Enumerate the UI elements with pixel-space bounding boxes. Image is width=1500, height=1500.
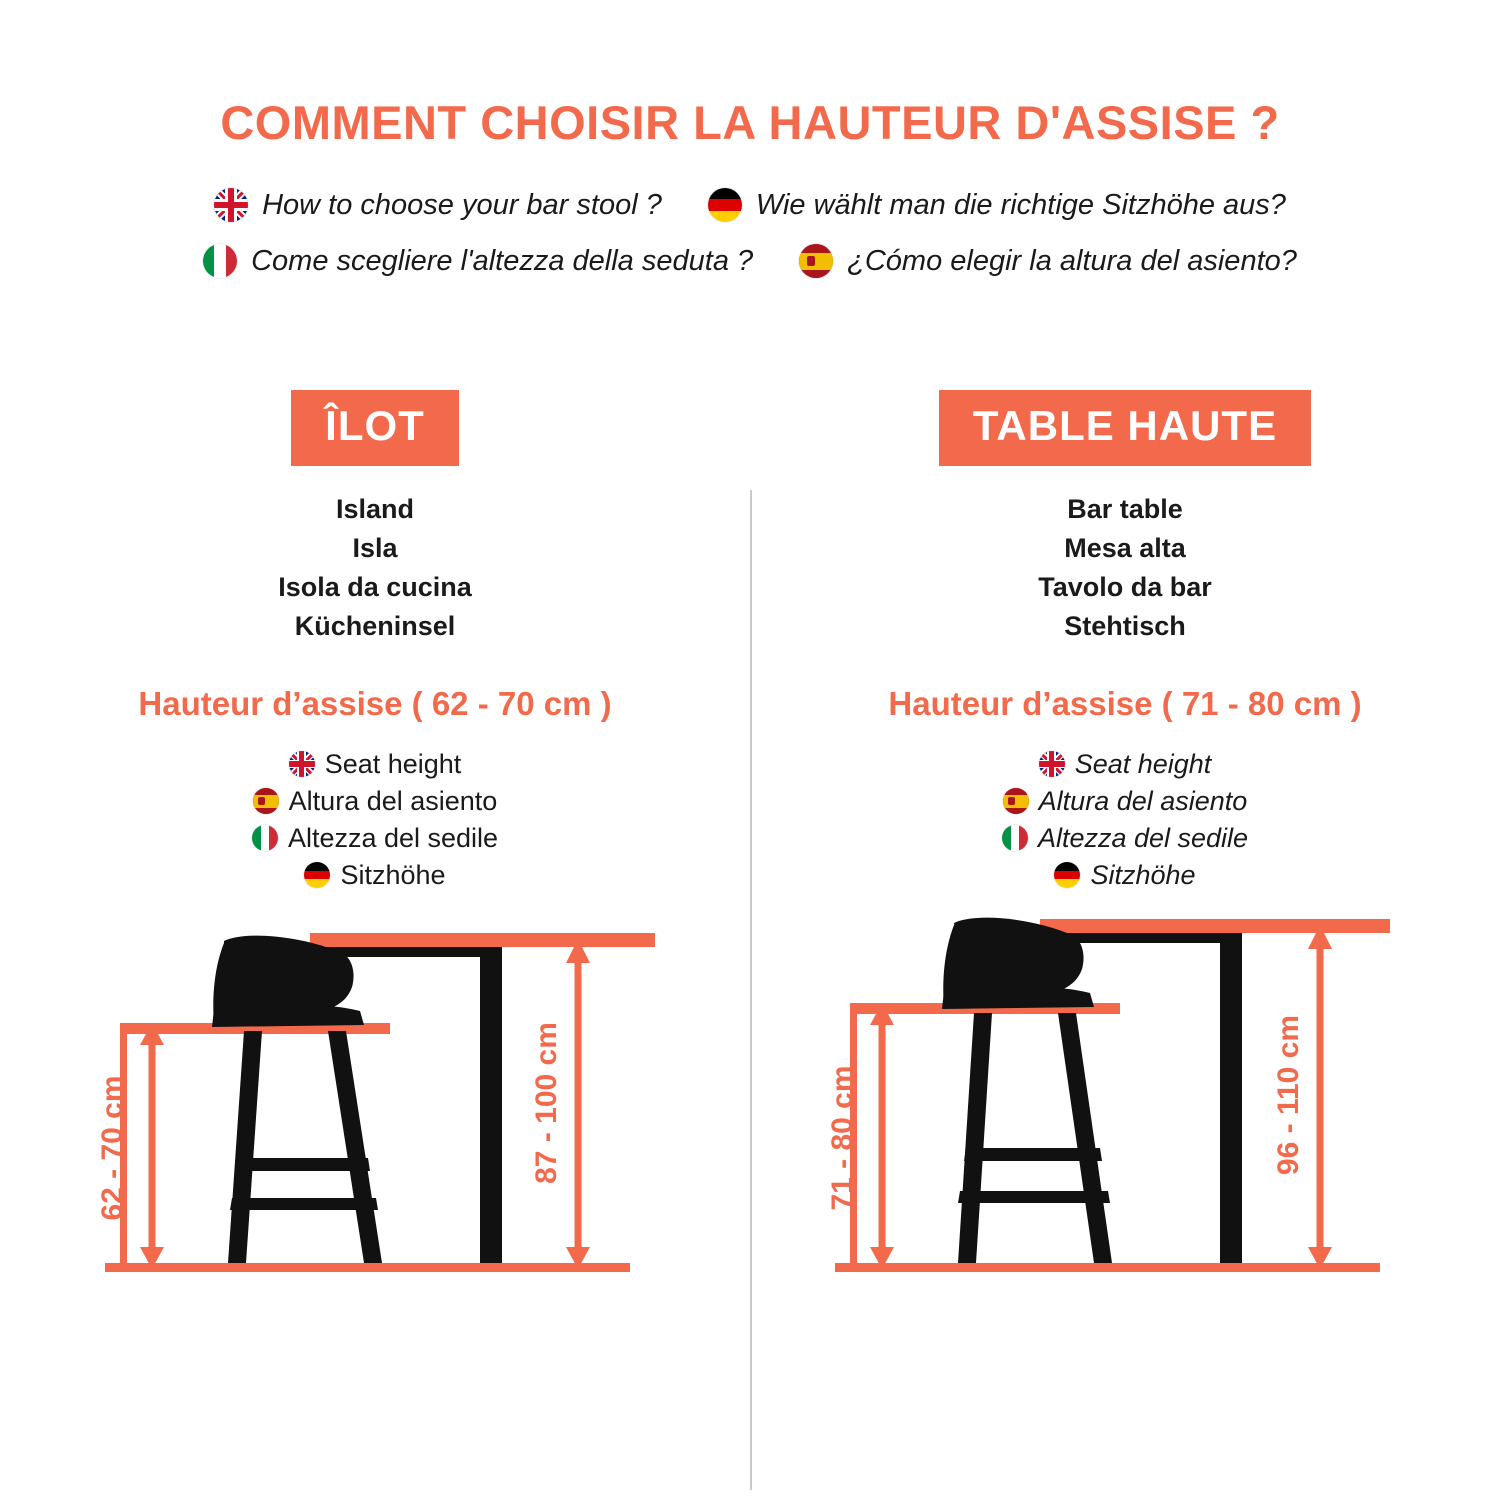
column-ilot-name-de: Kücheninsel: [294, 611, 456, 642]
column-table-haute: [750, 390, 1500, 1313]
language-row-2: [203, 244, 1297, 278]
column-ilot-names: [278, 490, 472, 647]
seat-label-text-es: Altura del asiento: [288, 785, 498, 816]
language-item-en: [214, 188, 662, 222]
uk-flag-icon: [289, 751, 315, 777]
italy-flag-icon: [252, 825, 278, 851]
seat-label-es: [253, 786, 498, 817]
page-title: COMMENT CHOISIR LA HAUTEUR D'ASSISE ?: [220, 96, 1280, 149]
dimension-label-table-height: 87 - 100 cm: [530, 1021, 563, 1184]
seat-label-de: [304, 860, 445, 891]
dimension-label-seat-height: 62 - 70 cm: [96, 1075, 129, 1221]
diagram-ilot: [0, 913, 750, 1313]
column-ilot-seat-labels: [252, 749, 498, 891]
germany-flag-icon: [304, 862, 330, 888]
seat-label-it: [1002, 823, 1248, 854]
seat-label-text-it: Altezza del sedile: [287, 822, 499, 853]
language-item-es: [799, 244, 1297, 278]
dimension-label-seat-height: 71 - 80 cm: [826, 1065, 859, 1211]
seat-label-text-en: Seat height: [1074, 748, 1212, 779]
column-ilot-name-it: Isola da cucina: [278, 572, 472, 603]
column-ilot-name-en: Island: [335, 494, 414, 524]
language-item-de: [708, 188, 1286, 222]
language-text-it: Come scegliere l'altezza della seduta ?: [251, 244, 754, 277]
language-text-de: Wie wählt man die richtige Sitzhöhe aus?: [755, 188, 1286, 221]
language-translations: [0, 188, 1500, 278]
italy-flag-icon: [1002, 825, 1028, 851]
column-ilot-seat-height-title: Hauteur d’assise ( 62 - 70 cm ): [138, 684, 612, 722]
column-ilot-badge: ÎLOT: [291, 390, 459, 466]
germany-flag-icon: [708, 188, 742, 222]
column-ilot-name-es: Isla: [352, 533, 398, 564]
column-table-haute-seat-labels: [1002, 749, 1248, 891]
seat-label-en: [289, 749, 462, 780]
language-row-1: [214, 188, 1286, 222]
language-text-en: How to choose your bar stool ?: [262, 188, 662, 221]
seat-label-text-de: Sitzhöhe: [1090, 859, 1196, 890]
uk-flag-icon: [1039, 751, 1065, 777]
spain-flag-icon: [1003, 788, 1029, 814]
column-table-haute-name-it: Tavolo da bar: [1038, 572, 1212, 603]
comparison-columns: [0, 390, 1500, 1313]
germany-flag-icon: [1054, 862, 1080, 888]
column-table-haute-name-es: Mesa alta: [1064, 533, 1186, 564]
column-ilot: [0, 390, 750, 1313]
seat-label-text-it: Altezza del sedile: [1037, 822, 1249, 853]
uk-flag-icon: [214, 188, 248, 222]
language-text-es: ¿Cómo elegir la altura del asiento?: [847, 244, 1297, 277]
seat-label-es: [1003, 786, 1248, 817]
seat-label-it: [252, 823, 498, 854]
seat-label-de: [1054, 860, 1195, 891]
dimension-label-table-height: 96 - 110 cm: [1272, 1014, 1305, 1175]
column-table-haute-name-en: Bar table: [1067, 494, 1183, 524]
seat-label-text-en: Seat height: [324, 748, 462, 779]
spain-flag-icon: [253, 788, 279, 814]
spain-flag-icon: [799, 244, 833, 278]
language-item-it: [203, 244, 753, 278]
seat-label-text-es: Altura del asiento: [1038, 785, 1248, 816]
seat-label-en: [1039, 749, 1212, 780]
column-table-haute-badge: TABLE HAUTE: [939, 390, 1311, 466]
italy-flag-icon: [203, 244, 237, 278]
seat-label-text-de: Sitzhöhe: [340, 859, 446, 890]
column-table-haute-names: [1038, 490, 1212, 647]
column-table-haute-name-de: Stehtisch: [1064, 611, 1186, 642]
column-table-haute-seat-height-title: Hauteur d’assise ( 71 - 80 cm ): [888, 684, 1362, 722]
diagram-table-haute: [750, 913, 1500, 1313]
